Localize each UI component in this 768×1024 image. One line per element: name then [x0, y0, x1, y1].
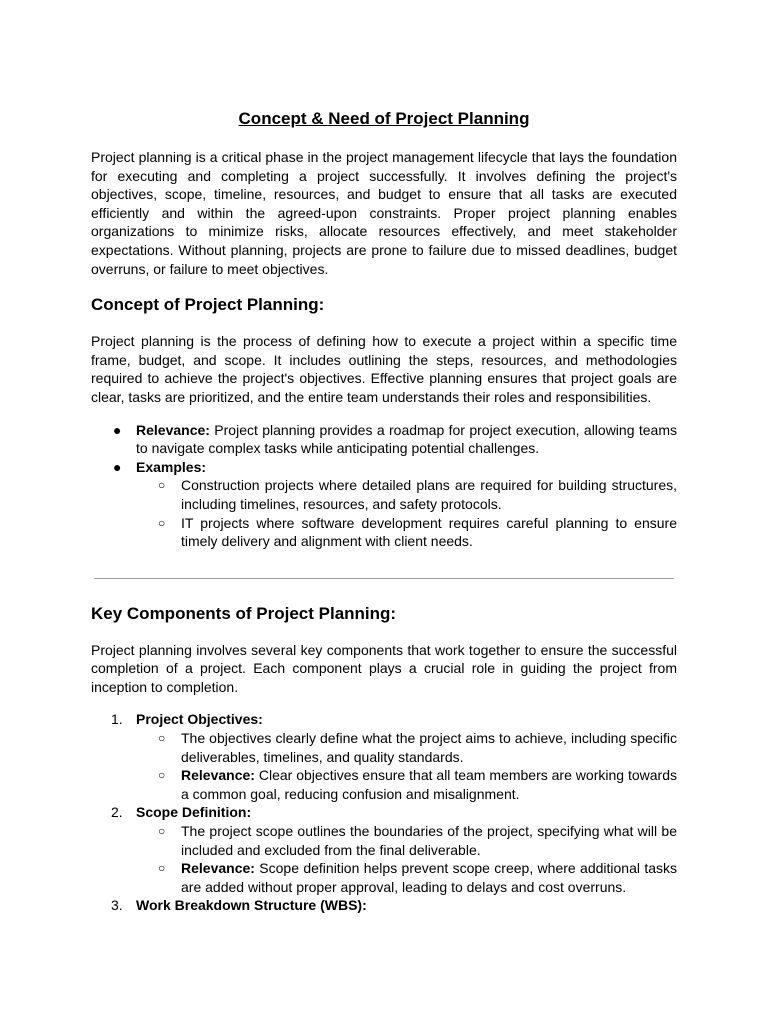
components-numbered-list	[91, 710, 677, 915]
list-item-wbs	[91, 896, 677, 915]
sub-bullet-marker: ○	[158, 515, 166, 530]
concept-bullet-list	[91, 421, 677, 551]
list-item-scope-definition	[91, 803, 677, 896]
sub-list-item	[91, 514, 677, 551]
relevance-text: Project planning provides a roadmap for project execution, allowing teams to navigate complex tasks while anticipating potential challenges.	[136, 421, 677, 457]
horizontal-divider	[94, 578, 674, 579]
sub-bullet-marker: ○	[158, 768, 166, 783]
list-number: 2.	[111, 804, 123, 821]
item-label: Scope Definition:	[136, 804, 252, 821]
list-number: 1.	[111, 711, 123, 728]
components-paragraph: Project planning involves several key components that work together to ensure the successful completion of a project. Each component plays a crucial role in guiding the project from inception to completion.	[91, 641, 677, 695]
sub-list-item	[91, 766, 677, 803]
sub-list-item	[91, 729, 677, 766]
objectives-sublist	[136, 729, 677, 803]
examples-label: Examples:	[136, 458, 207, 475]
examples-sublist	[136, 476, 677, 550]
list-number: 3.	[111, 897, 123, 914]
bullet-marker: ●	[113, 458, 122, 475]
relevance-label: Relevance:	[181, 767, 255, 784]
scope-sublist	[136, 822, 677, 896]
sub-item-text: Clear objectives ensure that all team members are working towards a common goal, reducing confusion and misalignment.	[181, 767, 677, 802]
example-text: Construction projects where detailed plans are required for building structures, including timelines, resources, and safety protocols.	[181, 477, 677, 512]
sub-bullet-marker: ○	[158, 861, 166, 876]
sub-item-text: The objectives clearly define what the project aims to achieve, including specific deliverables, timelines, and quality standards.	[181, 730, 677, 765]
sub-bullet-marker: ○	[158, 824, 166, 839]
page-title: Concept & Need of Project Planning	[238, 109, 530, 128]
example-text: IT projects where software development requires careful planning to ensure timely delivery and alignment with client needs.	[181, 514, 677, 550]
item-label: Work Breakdown Structure (WBS):	[136, 897, 367, 914]
list-item-project-objectives	[91, 710, 677, 803]
sub-list-item	[91, 859, 677, 896]
concept-heading: Concept of Project Planning:	[91, 295, 325, 315]
concept-paragraph: Project planning is the process of defining how to execute a project within a specific time frame, budget, and scope. It includes outlining the steps, resources, and methodologies required to achieve the project's objectives. Effective planning ensures that project goals are clear, tasks are prioritized, and the entire team understands their roles and responsibilities.	[91, 333, 677, 405]
bullet-marker: ●	[113, 421, 122, 438]
sub-item-text: Scope definition helps prevent scope creep, where additional tasks are added without proper approval, leading to delays and cost overruns.	[181, 860, 677, 895]
relevance-label: Relevance:	[181, 860, 255, 877]
components-heading: Key Components of Project Planning:	[91, 603, 397, 623]
sub-item-text: The project scope outlines the boundaries of the project, specifying what will be included and excluded from the final deliverable.	[181, 823, 677, 858]
item-label: Project Objectives:	[136, 711, 263, 728]
sub-bullet-marker: ○	[158, 731, 166, 746]
sub-list-item	[91, 822, 677, 859]
list-item-relevance	[91, 421, 677, 458]
sub-list-item	[91, 476, 677, 513]
intro-paragraph: Project planning is a critical phase in the project management lifecycle that lays the foundation for executing and completing a project successfully. It involves defining the project's objectives, scope, timeline, resources, and budget to ensure that all tasks are executed efficiently and within the agreed-upon constraints. Proper project planning enables organizations to minimize risks, allocate resources effectively, and meet stakeholder expectations. Without planning, projects are prone to failure due to missed deadlines, budget overruns, or failure to meet objectives.	[91, 149, 677, 277]
list-item-examples	[91, 458, 677, 551]
relevance-label: Relevance:	[136, 421, 210, 438]
document-body	[91, 108, 677, 915]
sub-bullet-marker: ○	[158, 478, 166, 493]
